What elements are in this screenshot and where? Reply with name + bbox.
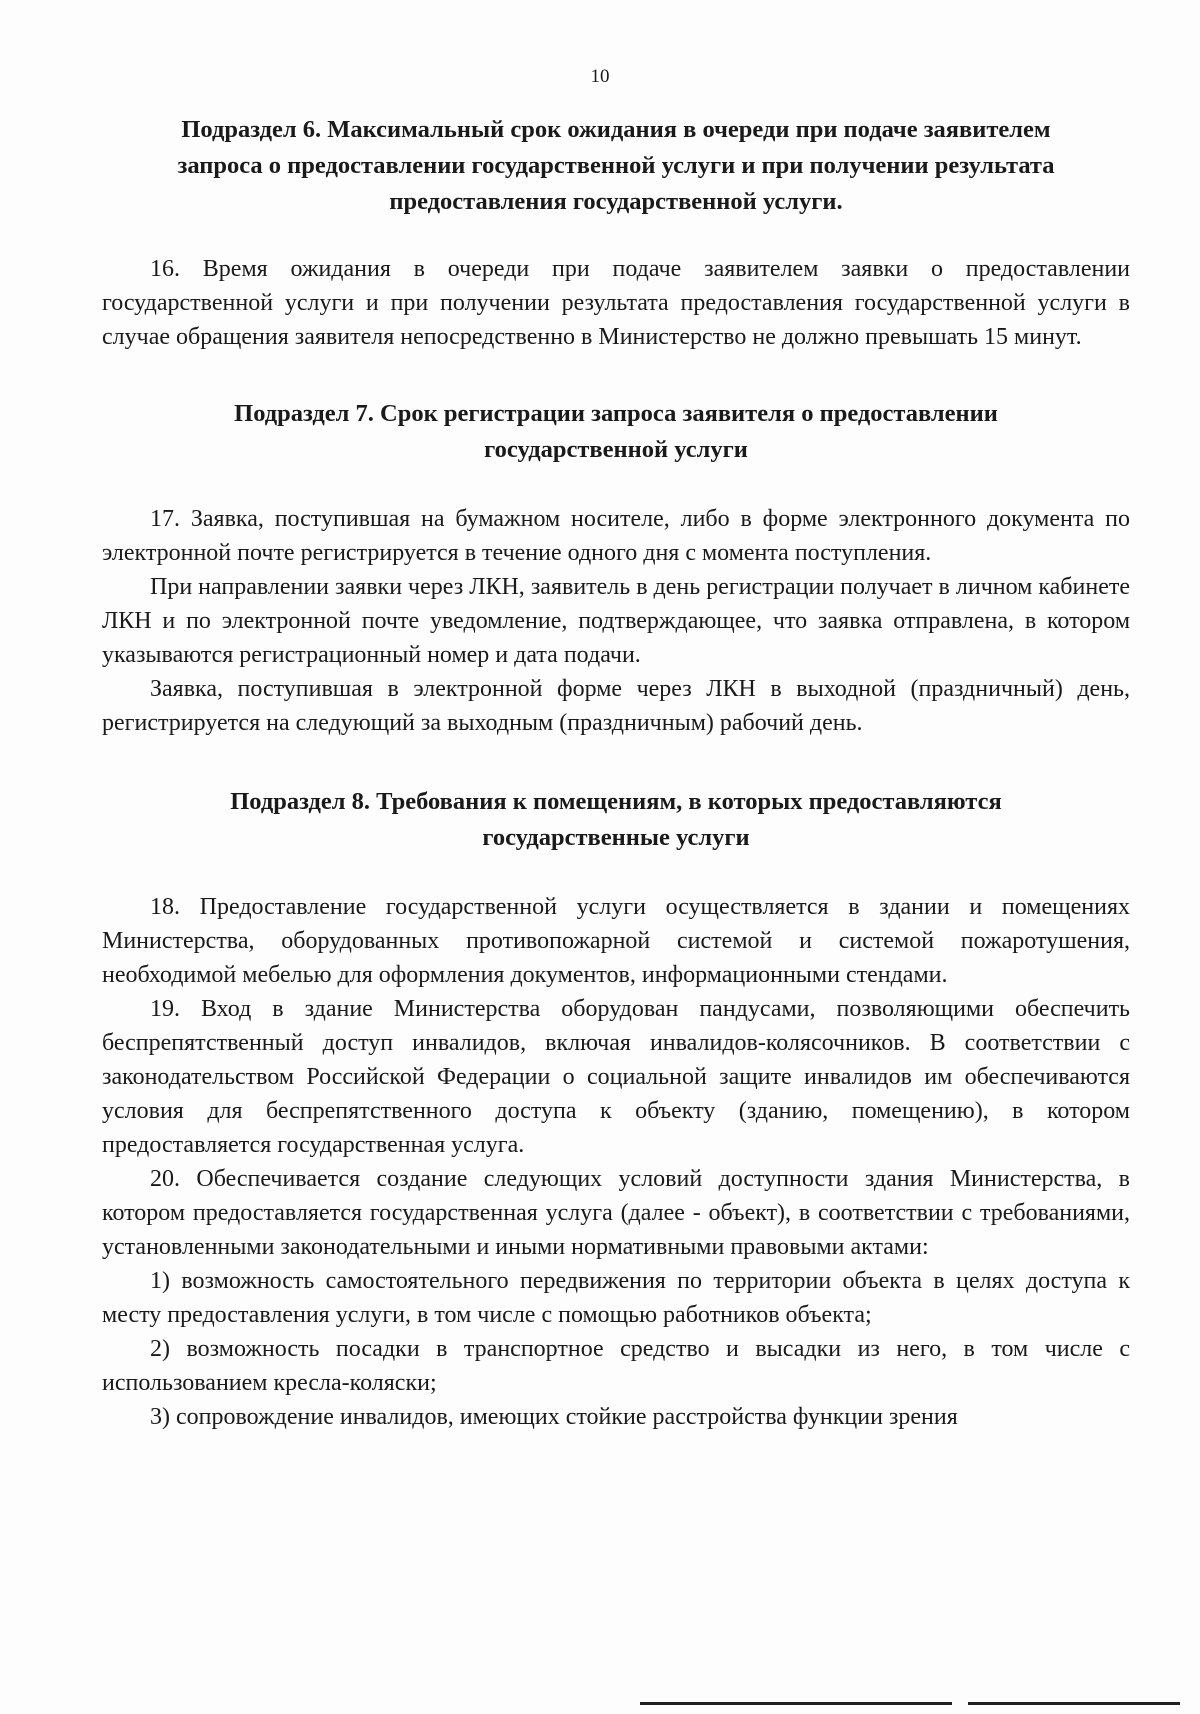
paragraph: 16. Время ожидания в очереди при подаче заявителем заявки о предоставлении государственной услуги и при получении результата предоставления государственной услуги в случае обращения заявителя непосредственно в Министерство не должно превышать 15 минут. [102, 256, 1130, 350]
paragraph: 19. Вход в здание Министерства оборудован пандусами, позволяющими обеспечить беспрепятственный доступ инвалидов, включая инвалидов-колясочников. В соответствии с законодательством Российской Федерации о социальной защите инвалидов им обеспечиваются условия для беспрепятственного доступа к объекту (зданию, помещению), в котором предоставляется государственная услуга. [102, 996, 1130, 1158]
section-heading: Подраздел 7. Срок регистрации запроса заявителя о предоставлении государственной услуги [234, 400, 998, 463]
paragraph: При направлении заявки через ЛКН, заявитель в день регистрации получает в личном кабинете ЛКН и по электронной почте уведомление, подтверждающее, что заявка отправлена, в котором указываются регистрационный номер и дата подачи. [102, 574, 1130, 668]
document-body [102, 112, 1130, 1434]
list-item: 2) возможность посадки в транспортное средство и высадки из него, в том числе с использованием кресла-коляски; [102, 1336, 1130, 1396]
paragraph: Заявка, поступившая в электронной форме через ЛКН в выходной (праздничный) день, регистрируется на следующий за выходным (праздничным) рабочий день. [102, 676, 1130, 736]
section-heading: Подраздел 8. Требования к помещениям, в которых предоставляются государственные услуги [230, 788, 1002, 851]
paragraph: 18. Предоставление государственной услуги осуществляется в здании и помещениях Министерства, оборудованных противопожарной системой и системой пожаротушения, необходимой мебелью для оформления документов, информационными стендами. [102, 894, 1130, 988]
paragraph: 20. Обеспечивается создание следующих условий доступности здания Министерства, в котором предоставляется государственная услуга (далее - объект), в соответствии с требованиями, установленными законодательными и иными нормативными правовыми актами: [102, 1166, 1130, 1260]
section-heading: Подраздел 6. Максимальный срок ожидания в очереди при подаче заявителем запроса о предоставлении государственной услуги и при получении результата предоставления государственной услуги. [177, 116, 1055, 215]
list-item: 1) возможность самостоятельного передвижения по территории объекта в целях доступа к месту предоставления услуги, в том числе с помощью работников объекта; [102, 1268, 1130, 1328]
list-item: 3) сопровождение инвалидов, имеющих стойкие расстройства функции зрения [150, 1404, 958, 1430]
paragraph: 17. Заявка, поступившая на бумажном носителе, либо в форме электронного документа по электронной почте регистрируется в течение одного дня с момента поступления. [102, 506, 1130, 566]
scan-edge-line [968, 1702, 1180, 1705]
scan-edge-line [640, 1702, 952, 1705]
page-number: 10 [590, 66, 610, 87]
